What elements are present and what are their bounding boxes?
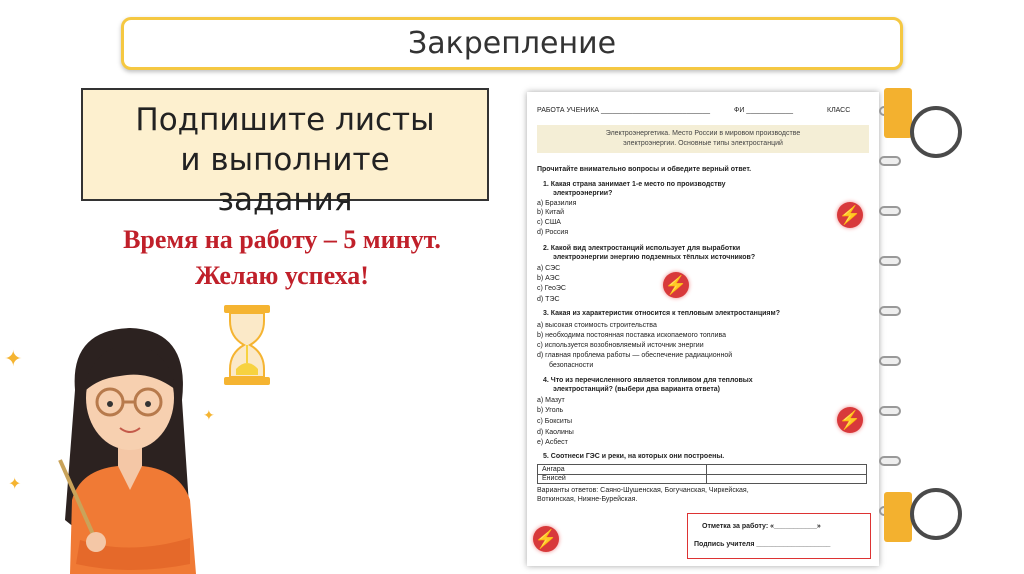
topic-line-2: электроэнергии. Основные типы электростанций: [623, 140, 783, 147]
question-2-cont: электроэнергии энергию подземных тёплых источников?: [553, 254, 756, 261]
paper-clip-icon: [884, 88, 964, 168]
sparkle-icon: ✦: [4, 346, 23, 371]
option: b) необходима постоянная поставка ископаемого топлива: [537, 332, 727, 339]
lightning-icon: ⚡: [837, 202, 863, 228]
instruction-text: [81, 100, 489, 220]
answer-options-cont: Воткинская, Нижне-Бурейская.: [537, 496, 638, 503]
option: c) США: [537, 219, 561, 226]
option: безопасности: [549, 362, 594, 369]
option: b) Уголь: [537, 407, 564, 414]
question-3: 3. Какая из характеристик относится к тепловым электростанциям?: [543, 310, 780, 317]
question-4: 4. Что из перечисленного является топливом для тепловых: [543, 377, 753, 384]
option: b) АЭС: [537, 275, 560, 282]
instruction-line-2: и выполните: [180, 142, 390, 178]
option: а) Бразилия: [537, 200, 577, 207]
river-cell: Енисей: [542, 475, 566, 482]
question-5: 5. Соотнеси ГЭС и реки, на которых они построены.: [543, 453, 725, 460]
teacher-signature: Подпись учителя ___________________: [694, 541, 831, 548]
grade-label: Отметка за работу: «___________»: [702, 523, 821, 530]
option: c) Бокситы: [537, 418, 573, 425]
option: d) Каолины: [537, 429, 574, 436]
intro-text: Прочитайте внимательно вопросы и обведите верный ответ.: [537, 166, 752, 173]
teacher-illustration: [40, 320, 230, 574]
question-4-cont: электростанций? (выбери два варианта ответа): [553, 386, 721, 393]
option: c) используется возобновляемый источник энергии: [537, 342, 704, 349]
worksheet: [527, 92, 879, 566]
wish-text: Желаю успеха!: [195, 261, 369, 290]
river-cell: Ангара: [542, 466, 565, 473]
header-work: РАБОТА УЧЕНИКА ____________________________: [537, 107, 711, 114]
lightning-icon: ⚡: [837, 407, 863, 433]
topic-box: [537, 125, 869, 153]
sparkle-icon: ✦: [8, 476, 22, 493]
topic-line-1: Электроэнергетика. Место России в мировом производстве: [605, 130, 801, 137]
option: e) Асбест: [537, 439, 568, 446]
paper-clip-icon: [884, 482, 964, 562]
slide-title: Закрепление: [121, 17, 903, 70]
option: d) Россия: [537, 229, 569, 236]
option: а) высокая стоимость строительства: [537, 322, 657, 329]
header-fi: ФИ ____________: [734, 107, 794, 114]
option: c) ГеоЭС: [537, 285, 566, 292]
time-note: Время на работу – 5 минут.: [123, 225, 441, 254]
option: b) Китай: [537, 209, 565, 216]
question-2: 2. Какой вид электростанций использует для выработки: [543, 245, 741, 252]
question-1: 1. Какая страна занимает 1-е место по производству: [543, 181, 726, 188]
lightning-icon: ⚡: [533, 526, 559, 552]
option: d) главная проблема работы — обеспечение радиационной: [537, 352, 733, 359]
lightning-icon: ⚡: [663, 272, 689, 298]
option: d) ТЭС: [537, 296, 560, 303]
rivers-table: [537, 464, 867, 484]
instruction-line-1: Подпишите листы: [135, 102, 435, 138]
answer-options: Варианты ответов: Саяно-Шушенская, Богучанская, Чиркейская,: [537, 487, 749, 494]
header-class: КЛАСС: [827, 107, 851, 114]
question-1-cont: электроэнергии?: [553, 190, 613, 197]
option: а) Мазут: [537, 397, 565, 404]
option: а) СЭС: [537, 265, 561, 272]
grade-box: [687, 513, 871, 559]
sparkle-icon: ✦: [203, 407, 215, 423]
instruction-line-3: задания: [217, 182, 353, 218]
